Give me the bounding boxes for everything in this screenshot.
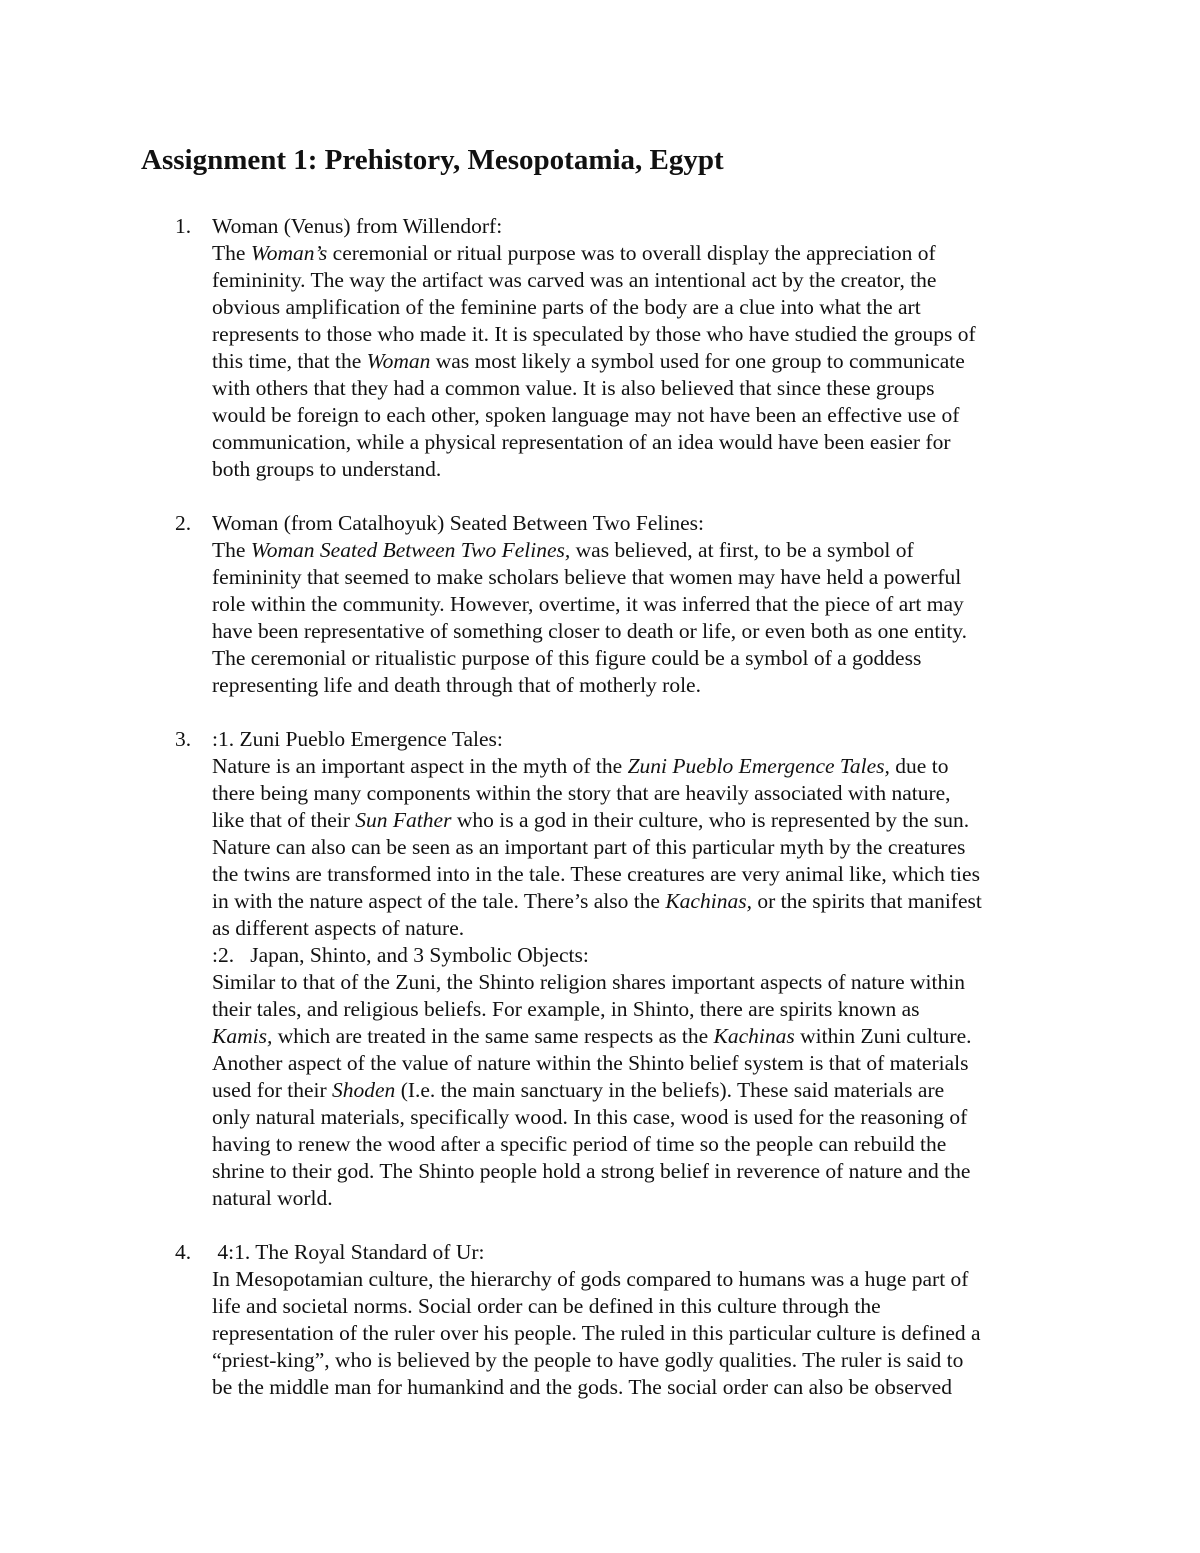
list-item xyxy=(0,213,1200,483)
paragraph-line xyxy=(212,294,1072,321)
paragraph-line xyxy=(212,672,1072,699)
item-heading: Woman (from Catalhoyuk) Seated Between Two Felines: xyxy=(212,511,704,535)
text-run: :2. Japan, Shinto, and 3 Symbolic Objects: xyxy=(212,943,589,967)
text-run: due to xyxy=(889,754,949,778)
paragraph-line xyxy=(212,888,1072,915)
text-run: used for their xyxy=(212,1078,333,1102)
text-run: with others that they had a common value. It is also believed that since these groups xyxy=(212,376,935,400)
paragraph-line xyxy=(212,834,1072,861)
paragraph-line xyxy=(212,1104,1072,1131)
italic-text: Woman Seated Between Two Felines, xyxy=(250,538,571,562)
paragraph-line xyxy=(212,1320,1072,1347)
paragraph-line xyxy=(212,807,1072,834)
italic-text: Kachinas, xyxy=(665,889,752,913)
assignment-list xyxy=(0,213,1200,1428)
italic-text: Sun Father xyxy=(355,808,452,832)
paragraph-line xyxy=(212,645,1072,672)
text-run: The xyxy=(212,538,251,562)
text-run: or the spirits that manifest xyxy=(751,889,982,913)
item-heading: :1. Zuni Pueblo Emergence Tales: xyxy=(212,727,503,751)
paragraph-line xyxy=(212,753,1072,780)
italic-text: Woman’s xyxy=(250,241,328,265)
text-run: obvious amplification of the feminine parts of the body are a clue into what the art xyxy=(212,295,921,319)
paragraph-line xyxy=(212,915,1072,942)
text-run: within Zuni culture. xyxy=(794,1024,972,1048)
list-item xyxy=(0,726,1200,1212)
paragraph-line xyxy=(212,1131,1072,1158)
paragraph-line xyxy=(212,240,1072,267)
paragraph-line xyxy=(212,1185,1072,1212)
paragraph-line xyxy=(212,348,1072,375)
italic-text: Kachinas xyxy=(713,1024,795,1048)
list-item-body xyxy=(212,726,1072,1212)
text-run: natural world. xyxy=(212,1186,333,1210)
text-run: would be foreign to each other, spoken language may not have been an effective use of xyxy=(212,403,960,427)
text-run: in with the nature aspect of the tale. There’s also the xyxy=(212,889,666,913)
list-item-body xyxy=(212,213,1072,483)
text-run: role within the community. However, overtime, it was inferred that the piece of art may xyxy=(212,592,964,616)
paragraph-line xyxy=(212,618,1072,645)
list-item xyxy=(0,510,1200,699)
text-run: femininity. The way the artifact was carved was an intentional act by the creator, the xyxy=(212,268,937,292)
text-run: Nature can also can be seen as an important part of this particular myth by the creatures xyxy=(212,835,966,859)
text-run: “priest-king”, who is believed by the people to have godly qualities. The ruler is said to xyxy=(212,1348,964,1372)
list-item-number: 4. xyxy=(175,1240,192,1264)
paragraph-line xyxy=(212,591,1072,618)
italic-text: Woman xyxy=(366,349,431,373)
paragraph-line xyxy=(212,456,1072,483)
paragraph-line xyxy=(212,1347,1072,1374)
text-run: representation of the ruler over his people. The ruled in this particular culture is defined a xyxy=(212,1321,981,1345)
text-run: shrine to their god. The Shinto people hold a strong belief in reverence of nature and the xyxy=(212,1159,971,1183)
list-item-body xyxy=(212,1239,1072,1401)
text-run: who is a god in their culture, who is represented by the sun. xyxy=(451,808,970,832)
text-run: both groups to understand. xyxy=(212,457,442,481)
paragraph-line xyxy=(212,537,1072,564)
paragraph-line xyxy=(212,1023,1072,1050)
text-run: which are treated in the same same respects as the xyxy=(272,1024,714,1048)
italic-text: Zuni Pueblo Emergence Tales, xyxy=(627,754,890,778)
paragraph-line xyxy=(212,429,1072,456)
text-run: have been representative of something closer to death or life, or even both as one entity. xyxy=(212,619,968,643)
text-run: having to renew the wood after a specific period of time so the people can rebuild the xyxy=(212,1132,947,1156)
paragraph-line xyxy=(212,564,1072,591)
text-run: their tales, and religious beliefs. For example, in Shinto, there are spirits known as xyxy=(212,997,920,1021)
text-run: this time, that the xyxy=(212,349,367,373)
paragraph-line xyxy=(212,1266,1072,1293)
text-run: life and societal norms. Social order can be defined in this culture through the xyxy=(212,1294,881,1318)
text-run: like that of their xyxy=(212,808,356,832)
text-run: was most likely a symbol used for one group to communicate xyxy=(430,349,965,373)
text-run: as different aspects of nature. xyxy=(212,916,465,940)
paragraph-line xyxy=(212,942,1072,969)
text-run: communication, while a physical representation of an idea would have been easier for xyxy=(212,430,951,454)
item-heading: Woman (Venus) from Willendorf: xyxy=(212,214,503,238)
text-run: represents to those who made it. It is speculated by those who have studied the groups of xyxy=(212,322,976,346)
paragraph-line xyxy=(212,780,1072,807)
paragraph-line xyxy=(212,402,1072,429)
paragraph-line xyxy=(212,375,1072,402)
paragraph-line xyxy=(212,1158,1072,1185)
text-run: only natural materials, specifically wood. In this case, wood is used for the reasoning of xyxy=(212,1105,968,1129)
italic-text: Shoden xyxy=(332,1078,396,1102)
list-item-number: 3. xyxy=(175,727,192,751)
list-item-body xyxy=(212,510,1072,699)
list-item-number: 1. xyxy=(175,214,192,238)
text-run: Another aspect of the value of nature within the Shinto belief system is that of materials xyxy=(212,1051,969,1075)
text-run: was believed, at first, to be a symbol of xyxy=(570,538,914,562)
text-run: the twins are transformed into in the tale. These creatures are very animal like, which ties xyxy=(212,862,980,886)
paragraph-line xyxy=(212,969,1072,996)
paragraph-line xyxy=(212,1293,1072,1320)
text-run: Nature is an important aspect in the myth of the xyxy=(212,754,628,778)
paragraph-line xyxy=(212,861,1072,888)
text-run: ceremonial or ritual purpose was to overall display the appreciation of xyxy=(327,241,936,265)
text-run: Similar to that of the Zuni, the Shinto religion shares important aspects of nature within xyxy=(212,970,965,994)
list-item-number: 2. xyxy=(175,511,192,535)
text-run: femininity that seemed to make scholars believe that women may have held a powerful xyxy=(212,565,962,589)
item-heading: 4:1. The Royal Standard of Ur: xyxy=(212,1240,485,1264)
text-run: representing life and death through that of motherly role. xyxy=(212,673,701,697)
text-run: there being many components within the story that are heavily associated with nature, xyxy=(212,781,951,805)
text-run: be the middle man for humankind and the gods. The social order can also be observed xyxy=(212,1375,952,1399)
list-item xyxy=(0,1239,1200,1401)
italic-text: Kamis, xyxy=(212,1024,273,1048)
paragraph-line xyxy=(212,267,1072,294)
text-run: The ceremonial or ritualistic purpose of this figure could be a symbol of a goddess xyxy=(212,646,922,670)
text-run: The xyxy=(212,241,251,265)
paragraph-line xyxy=(212,1077,1072,1104)
paragraph-line xyxy=(212,1374,1072,1401)
paragraph-line xyxy=(212,1050,1072,1077)
paragraph-line xyxy=(212,996,1072,1023)
text-run: (I.e. the main sanctuary in the beliefs). These said materials are xyxy=(395,1078,945,1102)
paragraph-line xyxy=(212,321,1072,348)
text-run: In Mesopotamian culture, the hierarchy of gods compared to humans was a huge part of xyxy=(212,1267,969,1291)
document-title: Assignment 1: Prehistory, Mesopotamia, Egypt xyxy=(141,144,724,176)
